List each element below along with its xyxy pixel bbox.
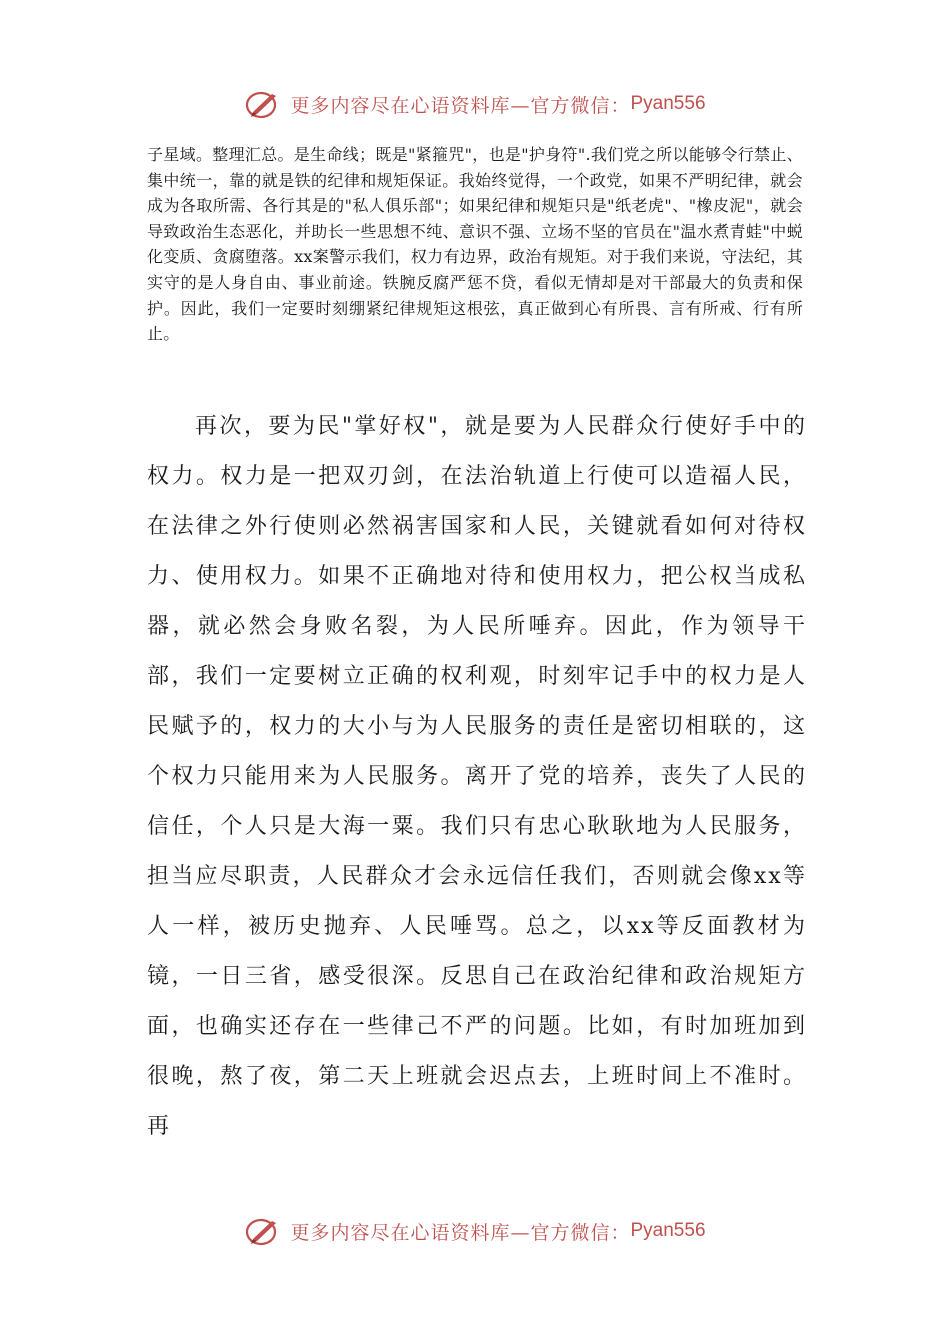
footer-banner-text: 更多内容尽在心语资料库—官方微信： xyxy=(290,1221,631,1244)
paragraph-main: 再次，要为民"掌好权"，就是要为人民群众行使好手中的权力。权力是一把双刃剑，在法治轨道上行使可以造福人民，在法律之外行使则必然祸害国家和人民，关键就看如何对待权力、使用权力。如果不正确地对待和使用权力，把公权当成私器，就必然会身败名裂，为人民所唾弃。因此，作为领导干部，我们一定要树立正确的权利观，时刻牢记手中的权力是人民赋予的，权力的大小与为人民服务的责任是密切相联的，这个权力只能用来为人民服务。离开了党的培养，丧失了人民的信任，个人只是大海一粟。我们只有忠心耿耿地为人民服务，担当应尽职责，人民群众才会永远信任我们，否则就会像xx等人一样，被历史抛弃、人民唾骂。总之，以xx等反面教材为镜，一日三省，感受很深。反思自己在政治纪律和政治规矩方面，也确实还存在一些律己不严的问题。比如，有时加班加到很晚，熬了夜，第二天上班就会迟点去，上班时间上不准时。再 xyxy=(147,414,807,1139)
header-wechat-id: Pyan556 xyxy=(630,93,706,114)
pen-logo-icon xyxy=(244,88,282,120)
footer-banner xyxy=(0,1211,950,1251)
pen-logo-icon xyxy=(244,1215,282,1247)
header-banner xyxy=(0,84,950,124)
footer-wechat-id: Pyan556 xyxy=(630,1220,706,1241)
paragraph-small: 子星域。整理汇总。是生命线；既是"紧箍咒"，也是"护身符".我们党之所以能够令行禁止、集中统一，靠的就是铁的纪律和规矩保证。我始终觉得，一个政党，如果不严明纪律，就会成为各取所需、各行其是的"私人俱乐部"；如果纪律和规矩只是"纸老虎"、"橡皮泥"，就会导致政治生态恶化，并助长一些思想不纯、意识不强、立场不坚的官员在"温水煮青蛙"中蜕化变质、贪腐堕落。xx案警示我们，权力有边界，政治有规矩。对于我们来说，守法纪，其实守的是人身自由、事业前途。铁腕反腐严惩不贷，看似无情却是对干部最大的负责和保护。因此，我们一定要时刻绷紧纪律规矩这根弦，真正做到心有所畏、言有所戒、行有所止。 xyxy=(147,145,803,344)
header-banner-text: 更多内容尽在心语资料库—官方微信： xyxy=(290,94,631,117)
